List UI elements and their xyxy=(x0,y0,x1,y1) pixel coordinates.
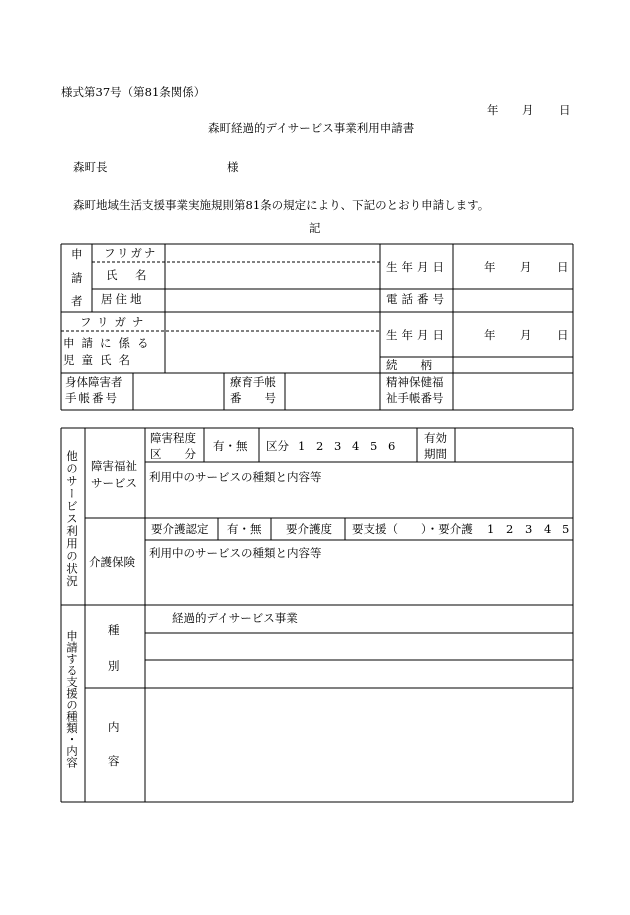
mental-cert-label-1: 精神保健福 xyxy=(386,375,444,389)
physical-cert-label-2: 手帳番号 xyxy=(65,391,119,405)
other-services-label: 他のサービス利用の状況 xyxy=(65,450,79,588)
name-label: 氏 名 xyxy=(106,268,150,282)
birthdate-day: 日 xyxy=(557,260,569,274)
phone-label: 電話番号 xyxy=(386,292,448,306)
ryoiku-label-1: 療育手帳 xyxy=(230,375,276,389)
disability-level-label-1: 障害程度 xyxy=(150,431,196,445)
category-3: 3 xyxy=(334,439,342,453)
form-number: 様式第37号（第81条関係） xyxy=(61,85,206,99)
valid-period-label-2: 期間 xyxy=(424,447,447,461)
care-level-2: 2 xyxy=(506,522,514,536)
ryoiku-label-2: 番 号 xyxy=(230,391,276,405)
care-level-3: 3 xyxy=(525,522,533,536)
category-5: 5 xyxy=(370,439,378,453)
kind-value: 経過的デイサービス事業 xyxy=(172,611,298,625)
kind-label-1: 種 xyxy=(108,623,120,637)
birthdate-label: 生年月日 xyxy=(386,260,448,274)
date-month-label: 月 xyxy=(522,103,534,117)
valid-period-label-1: 有効 xyxy=(424,431,447,445)
date-year-label: 年 xyxy=(487,103,499,117)
relationship-label: 続 柄 xyxy=(386,358,432,372)
care-service-content-label: 利用中のサービスの種類と内容等 xyxy=(149,546,322,560)
current-service-content-label: 利用中のサービスの種類と内容等 xyxy=(149,470,322,484)
care-cert-label: 要介護認定 xyxy=(151,522,209,536)
care-level-label: 要介護度 xyxy=(286,522,332,536)
honorific: 様 xyxy=(227,160,239,174)
content-label-2: 容 xyxy=(108,754,120,768)
care-has-none: 有・無 xyxy=(227,522,262,536)
disability-has-none: 有・無 xyxy=(213,439,248,453)
physical-cert-label-1: 身体障害者 xyxy=(65,375,123,389)
care-level-4: 4 xyxy=(544,522,552,536)
category-6: 6 xyxy=(388,439,396,453)
care-level-1: 1 xyxy=(487,522,495,536)
addressee: 森町長 xyxy=(73,160,108,174)
disability-level-label-2: 区 分 xyxy=(150,447,196,461)
requested-support-label: 申請する支援の種類・内容 xyxy=(65,630,79,768)
document-title: 森町経過的デイサービス事業利用申請書 xyxy=(208,121,415,135)
kind-label-2: 別 xyxy=(108,659,120,673)
birthdate-year: 年 xyxy=(484,260,496,274)
category-1: 1 xyxy=(298,439,306,453)
child-birthdate-month: 月 xyxy=(520,328,532,342)
furigana-label: フリガナ xyxy=(104,246,158,260)
child-label-line2: 児童氏名 xyxy=(63,353,137,367)
mental-cert-label-2: 祉手帳番号 xyxy=(386,391,444,405)
category-2: 2 xyxy=(316,439,324,453)
intro-statement: 森町地域生活支援事業実施規則第81条の規定により、下記のとおり申請します。 xyxy=(73,198,490,212)
applicant-label-1: 申 xyxy=(71,247,83,261)
care-insurance-label: 介護保険 xyxy=(89,555,135,569)
child-furigana-label: フリガナ xyxy=(80,315,150,329)
child-label-line1: 申請に係る xyxy=(63,336,156,350)
date-day-label: 日 xyxy=(559,103,571,117)
category-label: 区分 xyxy=(266,439,289,453)
welfare-service-label-1: 障害福祉 xyxy=(91,459,137,473)
applicant-label-2: 請 xyxy=(71,271,83,285)
content-label-1: 内 xyxy=(108,720,120,734)
birthdate-month: 月 xyxy=(520,260,532,274)
welfare-service-label-2: サービス xyxy=(91,476,137,490)
support-level-label: 要支援（ ）・要介護 xyxy=(352,522,473,536)
child-birthdate-day: 日 xyxy=(557,328,569,342)
child-birthdate-year: 年 xyxy=(484,328,496,342)
child-birthdate-label: 生年月日 xyxy=(386,328,448,342)
address-label: 居住地 xyxy=(101,292,145,306)
applicant-label-3: 者 xyxy=(71,294,83,308)
ki-label: 記 xyxy=(309,221,321,235)
category-4: 4 xyxy=(352,439,360,453)
care-level-5: 5 xyxy=(562,522,570,536)
